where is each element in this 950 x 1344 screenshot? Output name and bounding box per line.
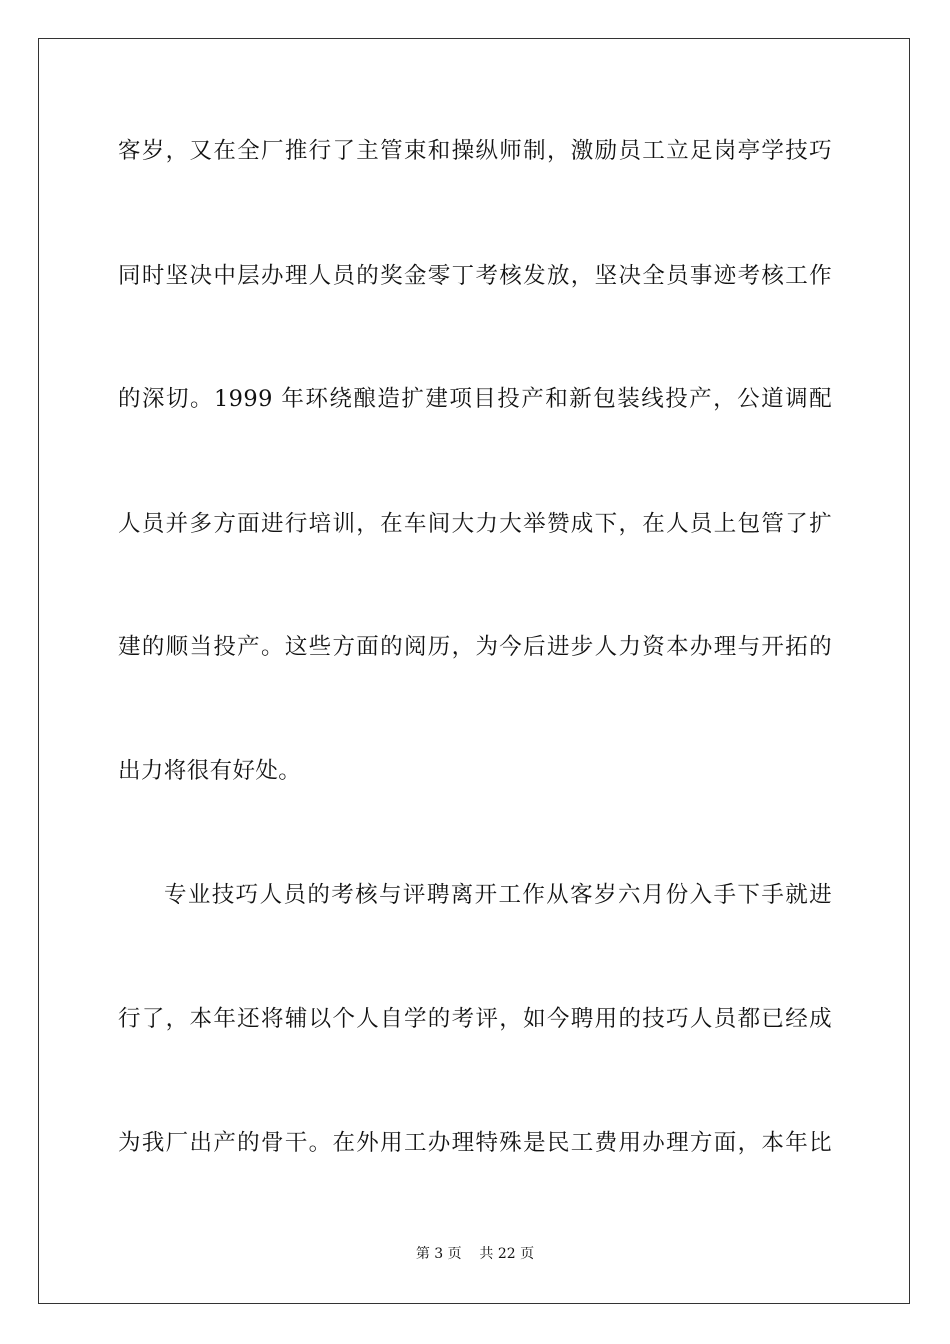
text-line-5: 建的顺当投产。这些方面的阅历，为今后进步人力资本办理与开拓的 — [118, 634, 832, 660]
text-line-6: 出力将很有好处。 — [118, 758, 302, 784]
text-line-1: 客岁，又在全厂推行了主管束和操纵师制，激励员工立足岗亭学技巧 — [118, 138, 832, 164]
text-line-3: 的深切。1999 年环绕酿造扩建项目投产和新包装线投产，公道调配 — [118, 386, 832, 412]
text-line-9: 为我厂出产的骨干。在外用工办理特殊是民工费用办理方面，本年比 — [118, 1130, 832, 1156]
text-line-7: 专业技巧人员的考核与评聘离开工作从客岁六月份入手下手就进 — [164, 882, 832, 908]
page-number-footer: 第 3 页 共 22 页 — [415, 1246, 535, 1262]
text-line-8: 行了，本年还将辅以个人自学的考评，如今聘用的技巧人员都已经成 — [118, 1006, 832, 1032]
page-border — [38, 38, 910, 1304]
text-line-4: 人员并多方面进行培训，在车间大力大举赞成下，在人员上包管了扩 — [118, 511, 832, 537]
text-line-2: 同时坚决中层办理人员的奖金零丁考核发放，坚决全员事迹考核工作 — [118, 263, 832, 289]
